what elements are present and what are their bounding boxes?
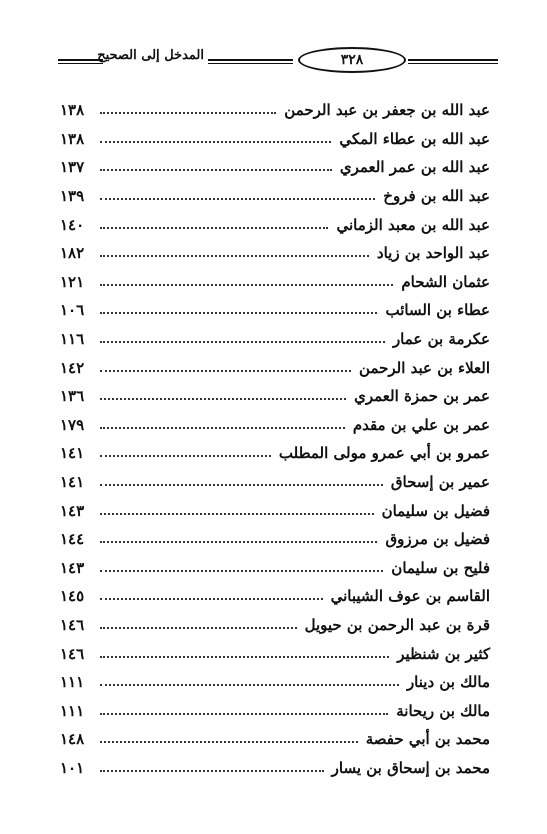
- entry-page-number: ١٤٥: [60, 587, 85, 606]
- entry-page-number: ١١٦: [60, 330, 85, 349]
- entry-page-number: ١٣٩: [60, 187, 85, 206]
- entry-name: فليح بن سليمان: [391, 558, 490, 577]
- dot-leader: [100, 513, 374, 515]
- dot-leader: [100, 570, 383, 572]
- dot-leader: [100, 541, 377, 543]
- entry-page-number: ١٧٩: [60, 415, 85, 434]
- entry-name: عبد الواحد بن زياد: [376, 244, 490, 263]
- entry-page-number: ١٤٢: [60, 358, 85, 377]
- dot-leader: [100, 684, 399, 686]
- entry-name: عمر بن حمزة العمري: [354, 387, 490, 406]
- index-entry: [60, 382, 490, 411]
- entry-name: القاسم بن عوف الشيباني: [330, 587, 490, 606]
- header-rule-right: [408, 59, 498, 61]
- dot-leader: [100, 656, 389, 658]
- index-entries: [60, 96, 490, 782]
- entry-page-number: ١٤٦: [60, 615, 85, 634]
- dot-leader: [100, 312, 377, 314]
- entry-name: العلاء بن عبد الرحمن: [359, 358, 490, 377]
- entry-name: فضيل بن سليمان: [381, 501, 490, 520]
- dot-leader: [100, 341, 385, 343]
- index-entry: [60, 696, 490, 725]
- index-entry: [60, 353, 490, 382]
- entry-name: عكرمة بن عمار: [392, 330, 490, 349]
- index-entry: [60, 554, 490, 583]
- dot-leader: [100, 627, 297, 629]
- index-entry: [60, 296, 490, 325]
- index-entry: [60, 325, 490, 354]
- page-header: [58, 44, 498, 78]
- index-entry: [60, 754, 490, 783]
- index-entry: [60, 210, 490, 239]
- entry-name: عطاء بن السائب: [385, 301, 490, 320]
- index-entry: [60, 725, 490, 754]
- entry-name: عبد الله بن معبد الزماني: [336, 215, 490, 234]
- index-entry: [60, 125, 490, 154]
- index-entry: [60, 153, 490, 182]
- page-number: ٣٢٨: [298, 47, 406, 73]
- dot-leader: [100, 484, 383, 486]
- index-entry: [60, 582, 490, 611]
- running-title: المدخل إلى الصحيح: [97, 48, 204, 63]
- index-entry: [60, 439, 490, 468]
- index-entry: [60, 525, 490, 554]
- index-entry: [60, 268, 490, 297]
- dot-leader: [100, 284, 393, 286]
- entry-name: عبد الله بن فروخ: [383, 187, 490, 206]
- entry-page-number: ١٨٢: [60, 244, 85, 263]
- dot-leader: [100, 598, 323, 600]
- dot-leader: [100, 169, 332, 171]
- index-entry: [60, 611, 490, 640]
- dot-leader: [100, 198, 375, 200]
- entry-page-number: ١٣٨: [60, 101, 85, 120]
- entry-name: قرة بن عبد الرحمن بن حيويل: [304, 615, 490, 634]
- dot-leader: [100, 455, 271, 457]
- entry-name: عمير بن إسحاق: [390, 473, 490, 492]
- entry-page-number: ١٤٨: [60, 730, 85, 749]
- entry-name: كثير بن شنظير: [397, 644, 490, 663]
- index-entry: [60, 96, 490, 125]
- dot-leader: [100, 770, 324, 772]
- entry-page-number: ١٣٦: [60, 387, 85, 406]
- entry-page-number: ١٠١: [60, 758, 85, 777]
- dot-leader: [100, 112, 276, 114]
- entry-page-number: ١٤١: [60, 473, 85, 492]
- index-entry: [60, 468, 490, 497]
- entry-name: عثمان الشحام: [401, 272, 490, 291]
- index-entry: [60, 639, 490, 668]
- dot-leader: [100, 741, 358, 743]
- entry-page-number: ١٣٧: [60, 158, 85, 177]
- entry-name: مالك بن دينار: [406, 673, 490, 692]
- entry-page-number: ١٠٦: [60, 301, 85, 320]
- entry-name: عبد الله بن عمر العمري: [339, 158, 490, 177]
- entry-name: فضيل بن مرزوق: [385, 530, 490, 549]
- entry-page-number: ١٤٣: [60, 558, 85, 577]
- entry-name: عمرو بن أبي عمرو مولى المطلب: [278, 444, 490, 463]
- entry-page-number: ١٤١: [60, 444, 85, 463]
- entry-page-number: ١٤٦: [60, 644, 85, 663]
- entry-page-number: ١٤٠: [60, 215, 85, 234]
- entry-name: محمد بن إسحاق بن يسار: [331, 758, 490, 777]
- entry-page-number: ١١١: [60, 673, 85, 692]
- index-entry: [60, 668, 490, 697]
- entry-name: مالك بن ريحانة: [396, 701, 490, 720]
- entry-page-number: ١٤٣: [60, 501, 85, 520]
- dot-leader: [100, 370, 351, 372]
- entry-name: عبد الله بن جعفر بن عبد الرحمن: [284, 101, 490, 120]
- index-entry: [60, 239, 490, 268]
- header-rule-middle: [208, 59, 293, 61]
- index-entry: [60, 496, 490, 525]
- entry-page-number: ١٤٤: [60, 530, 85, 549]
- entry-name: عبد الله بن عطاء المكي: [339, 129, 490, 148]
- dot-leader: [100, 255, 369, 257]
- dot-leader: [100, 398, 346, 400]
- entry-page-number: ١١١: [60, 701, 85, 720]
- entry-page-number: ١٢١: [60, 272, 85, 291]
- entry-name: محمد بن أبي حفصة: [365, 730, 490, 749]
- entry-name: عمر بن علي بن مقدم: [352, 415, 490, 434]
- dot-leader: [100, 713, 388, 715]
- index-entry: [60, 411, 490, 440]
- dot-leader: [100, 227, 328, 229]
- index-entry: [60, 182, 490, 211]
- dot-leader: [100, 427, 345, 429]
- dot-leader: [100, 141, 331, 143]
- entry-page-number: ١٣٨: [60, 129, 85, 148]
